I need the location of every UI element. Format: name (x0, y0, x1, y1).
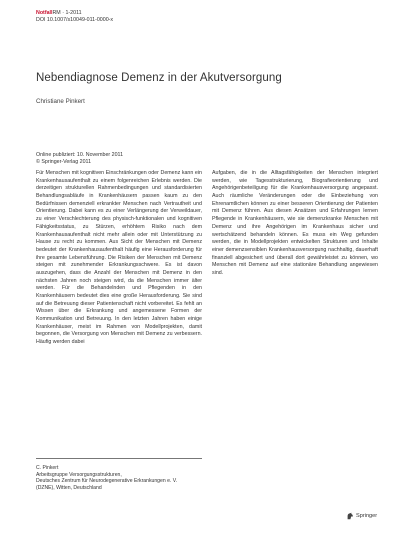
publication-meta (36, 152, 123, 166)
springer-horse-icon (346, 512, 354, 520)
journal-brand-accent: RM (52, 10, 61, 16)
author-contact (36, 465, 177, 491)
copyright-notice: © Springer-Verlag 2011 (36, 159, 92, 165)
footnote-divider (36, 458, 202, 459)
body-column-right (212, 170, 378, 278)
body-column-left (36, 170, 202, 347)
publisher-logo (346, 512, 377, 520)
publication-date: Online publiziert: 10. November 2011 (36, 152, 124, 158)
contact-organization: Deutsches Zentrum für Neurodegenerative Erkrankungen e. V. (36, 478, 178, 485)
article-author: Christiane Pinkert (36, 98, 85, 105)
journal-brand-separator: · (62, 10, 64, 16)
journal-header (36, 10, 113, 24)
article-title: Nebendiagnose Demenz in der Akutversorgung (36, 72, 282, 84)
journal-brand (36, 10, 113, 17)
contact-address: (DZNE), Witten, Deutschland (36, 484, 102, 491)
contact-role: Arbeitsgruppe Versorgungsstrukturen, (36, 471, 122, 478)
journal-page-ref: 1-2011 (65, 10, 82, 16)
journal-doi: DOI 10.1007/s10049-011-0000-x (36, 17, 114, 23)
publisher-name: Springer (356, 513, 378, 519)
contact-name: C. Pinkert (36, 465, 59, 471)
journal-brand-name: Notfall (36, 10, 53, 16)
body-text-right: Aufgaben, die in die Alltagsfähigkeiten der Menschen integriert werden, wie Tagesstrukturierung, Biografieorientierung und Angehörigenbeteiligung für die Krankenhausversorgung angepasst. Auch räumliche Veränderungen oder die Einbeziehung von Ehrenamtlichen können zu einer besseren Orientierung der Patienten mit Demenz führen. Aus diesen Ansätzen und Erfahrungen lernen Pflegende in Krankenhäusern, wie sie demenzkranke Menschen mit Demenz und ihre Angehörigen im Krankenhaus sicher und wertschätzend behandeln können. Es muss ein Weg gefunden werden, die in Modellprojekten entwickelten Strukturen und Inhalte einer demenzsensiblen Krankenhausversorgung nachhaltig, dauerhaft finanziell abgesichert und überall dort gewährleistet zu können, wo Menschen mit Demenz auf eine stationäre Behandlung angewiesen sind. (212, 170, 378, 276)
body-text-left: Für Menschen mit kognitiven Einschränkungen oder Demenz kann ein Krankenhausaufenthalt zu einem folgenreichen Erlebnis werden. Die derzeitigen strukturellen Rahmenbedingungen und standardisierten Behandlungsabläufe in Krankenhäusern passen kaum zu den Bedürfnissen demenziell erkrankter Menschen nach Vertrautheit und Orientierung. Dabei kann es zu einer Verlängerung der Verweildauer, zu einer Verschlechterung des physisch-funktionalen und kognitiven Fähigkeitsstatus, zu Stürzen, erhöhtem Risiko nach dem Krankenhausaufenthalt nicht mehr allein oder mit Unterstützung zu Hause zu recht zu kommen. Aus Sicht der Menschen mit Demenz bedeutet der Krankenhausaufenthalt häufig eine Herausforderung für ihre gesamte Lebensführung. Die Risiken der Menschen mit Demenz steigen mit zunehmender Erkrankungsschwere. Es ist davon auszugehen, dass die Anzahl der Menschen mit Demenz in den nächsten Jahren noch steigen wird, da die Menschen immer älter werden. Für die Behandelnden und Pflegenden in den Krankenhäusern bedeutet dies eine große Herausforderung. Sie sind auf die Betreuung dieser Patientenschaft nicht vorbereitet. Es fehlt an Wissen über die Erkrankung und angemessene Formen der Kommunikation und Betreuung. In den letzten Jahren haben einige Krankenhäuser, meist im Rahmen von Modellprojekten, damit begonnen, die Versorgung von Menschen mit Demenz zu verbessern. Häufig werden dabei (36, 170, 202, 346)
